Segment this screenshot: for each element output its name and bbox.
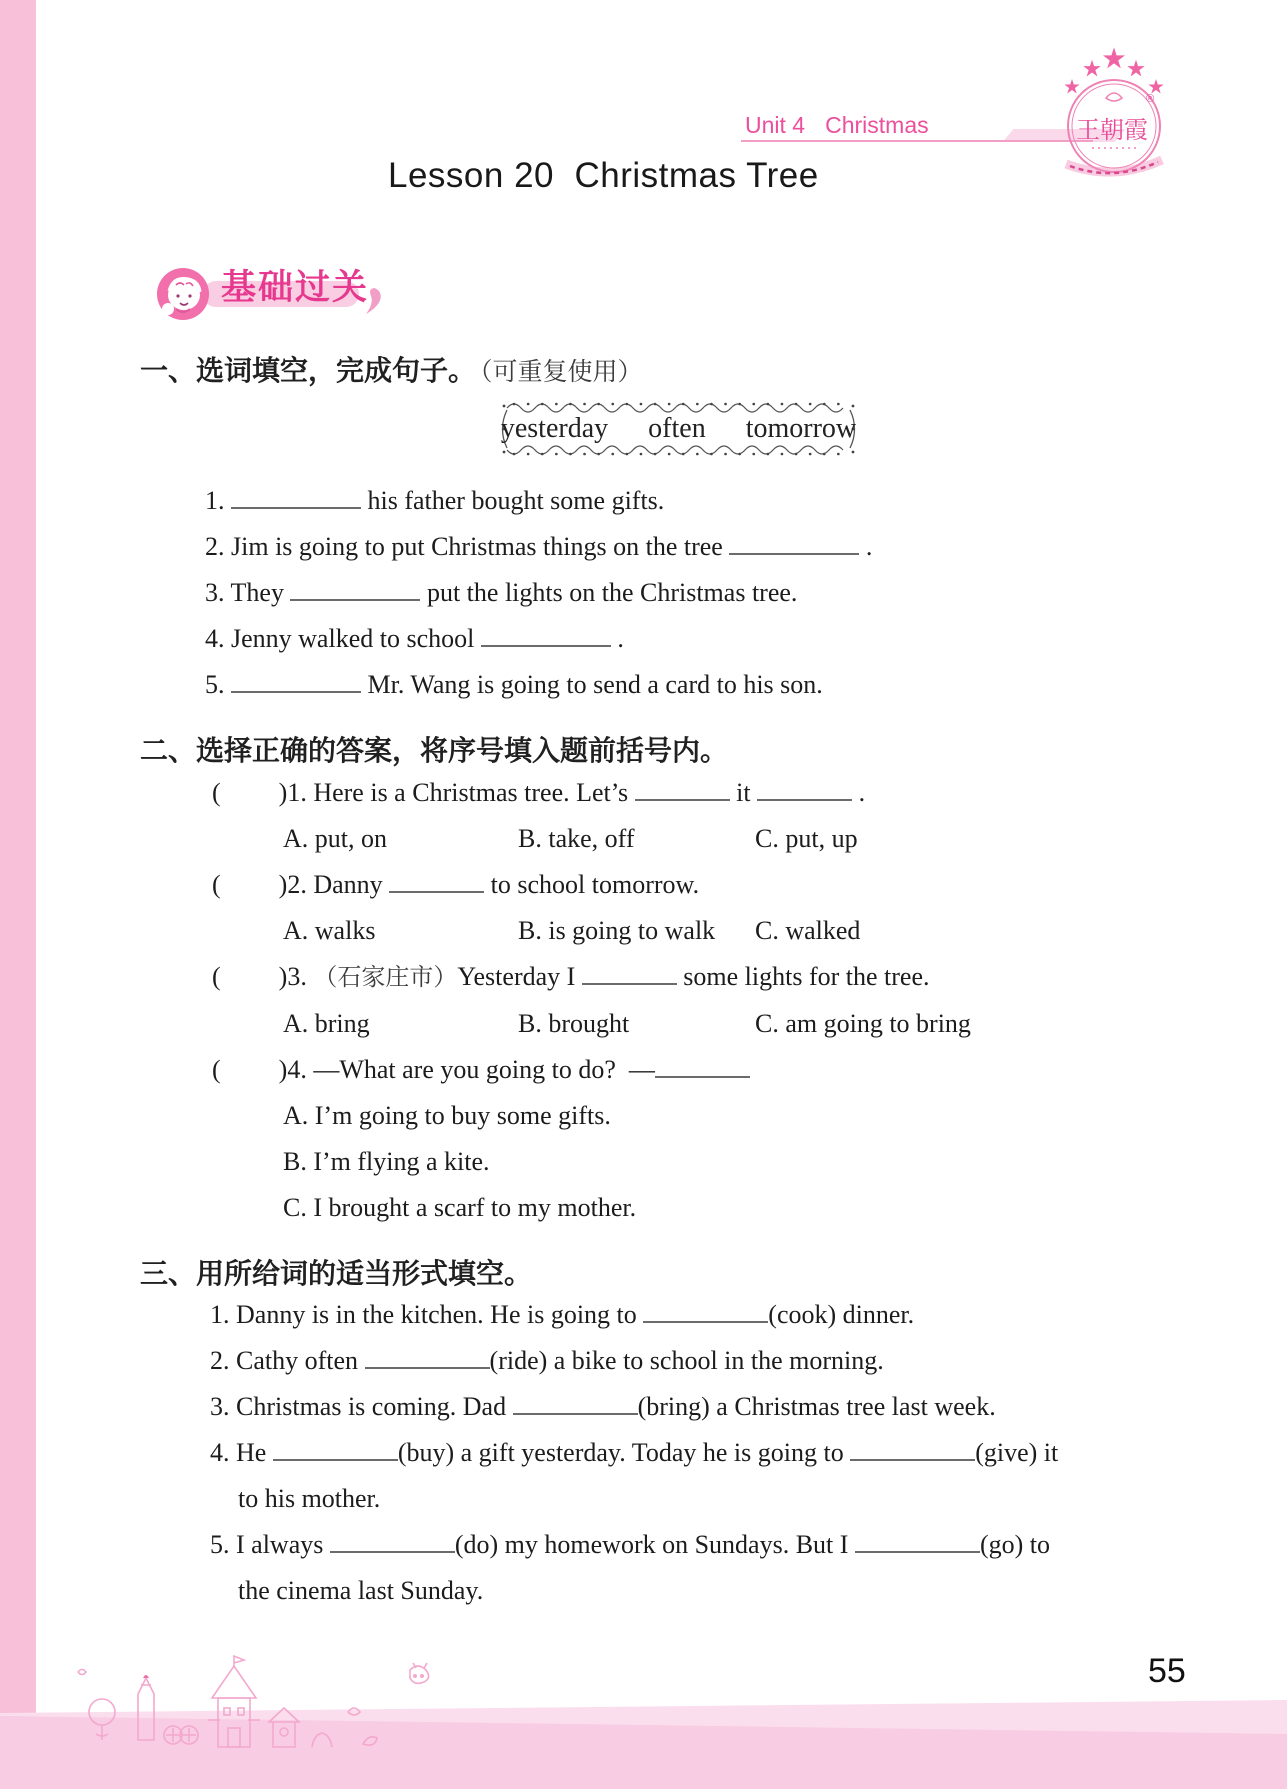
left-margin-strip <box>0 0 36 1789</box>
fill-in-sentence: 4. Jenny walked to school . <box>205 624 624 653</box>
option-c: C. I brought a scarf to my mother. <box>283 1193 637 1222</box>
unit-number: Unit 4 <box>745 112 806 138</box>
option-c: C. walked <box>755 916 861 945</box>
page-title: Lesson 20 Christmas Tree <box>388 156 819 195</box>
fill-in-sentence: 4. He (buy) a gift yesterday. Today he is going to (give) it <box>210 1438 1059 1467</box>
section-3-items <box>210 1292 1058 1614</box>
section-1-heading <box>140 349 643 389</box>
header-underline <box>741 140 1093 142</box>
sentence-continuation: the cinema last Sunday. <box>238 1576 484 1605</box>
choice-options-row <box>212 1001 971 1047</box>
fill-in-sentence: 3. They put the lights on the Christmas tree. <box>205 578 798 607</box>
stamp-registered-mark: ® <box>1145 93 1155 105</box>
page-number: 55 <box>1148 1652 1186 1690</box>
option-c: C. put, up <box>755 824 858 853</box>
fill-in-sentence: 2. Cathy often (ride) a bike to school in the morning. <box>210 1346 884 1375</box>
mascot-icon <box>154 265 212 323</box>
footer-doodles-icon <box>58 1652 478 1762</box>
option-a: A. bring <box>283 1009 370 1038</box>
stamp-brand-name: 王朝霞 <box>1076 117 1148 144</box>
choice-question-line: ( )2. Danny to school tomorrow. <box>212 870 700 899</box>
option-a: A. walks <box>283 916 376 945</box>
fill-in-sentence: 1. Danny is in the kitchen. He is going to (cook) dinner. <box>210 1300 915 1329</box>
sentence-continuation: to his mother. <box>238 1484 381 1513</box>
choice-question-line: ( )4. —What are you going to do? — <box>212 1047 971 1093</box>
option-b: B. I’m flying a kite. <box>283 1147 490 1176</box>
section-2-heading-text: 二、选择正确的答案，将序号填入题前括号内。 <box>140 735 729 766</box>
choice-question-line: ( )1. Here is a Christmas tree. Let’s it . <box>212 778 866 807</box>
choice-question-line: ( )3. （石家庄市）Yesterday I some lights for the tree. <box>212 962 930 991</box>
fill-in-sentence: 5. I always (do) my homework on Sundays. But I (go) to <box>210 1530 1050 1559</box>
word-bank-word: yesterday <box>500 413 609 444</box>
option-b: B. brought <box>518 1009 630 1038</box>
option-b: B. is going to walk <box>518 916 716 945</box>
word-bank-box <box>497 398 860 460</box>
section-1-heading-text: 一、选词填空，完成句子。 <box>140 355 477 386</box>
section-1-items <box>205 478 872 708</box>
badge-label: 基础过关 <box>221 268 370 307</box>
option-b: B. take, off <box>518 824 635 853</box>
choice-options-row <box>212 908 971 954</box>
section-2-items <box>212 770 971 1231</box>
choice-options-row <box>212 816 971 862</box>
option-c: C. am going to bring <box>755 1009 971 1038</box>
unit-label <box>745 112 929 139</box>
fill-in-sentence: 2. Jim is going to put Christmas things on the tree . <box>205 532 873 561</box>
unit-topic: Christmas <box>825 112 929 138</box>
section-1-heading-note: （可重复使用） <box>480 359 643 386</box>
option-a: A. put, on <box>283 824 387 853</box>
comma-swoosh-icon <box>362 286 384 316</box>
word-bank-word: often <box>648 413 706 444</box>
fill-in-sentence: 5. Mr. Wang is going to send a card to his son. <box>205 670 823 699</box>
option-a: A. I’m going to buy some gifts. <box>283 1101 611 1130</box>
section-3-heading <box>140 1252 532 1292</box>
word-bank-word: tomorrow <box>745 413 857 444</box>
fill-in-sentence: 1. his father bought some gifts. <box>205 486 665 515</box>
section-2-heading <box>140 729 728 769</box>
stamp-logo-icon <box>1058 46 1208 201</box>
fill-in-sentence: 3. Christmas is coming. Dad (bring) a Christmas tree last week. <box>210 1392 996 1421</box>
section-3-heading-text: 三、用所给词的适当形式填空。 <box>140 1258 533 1289</box>
